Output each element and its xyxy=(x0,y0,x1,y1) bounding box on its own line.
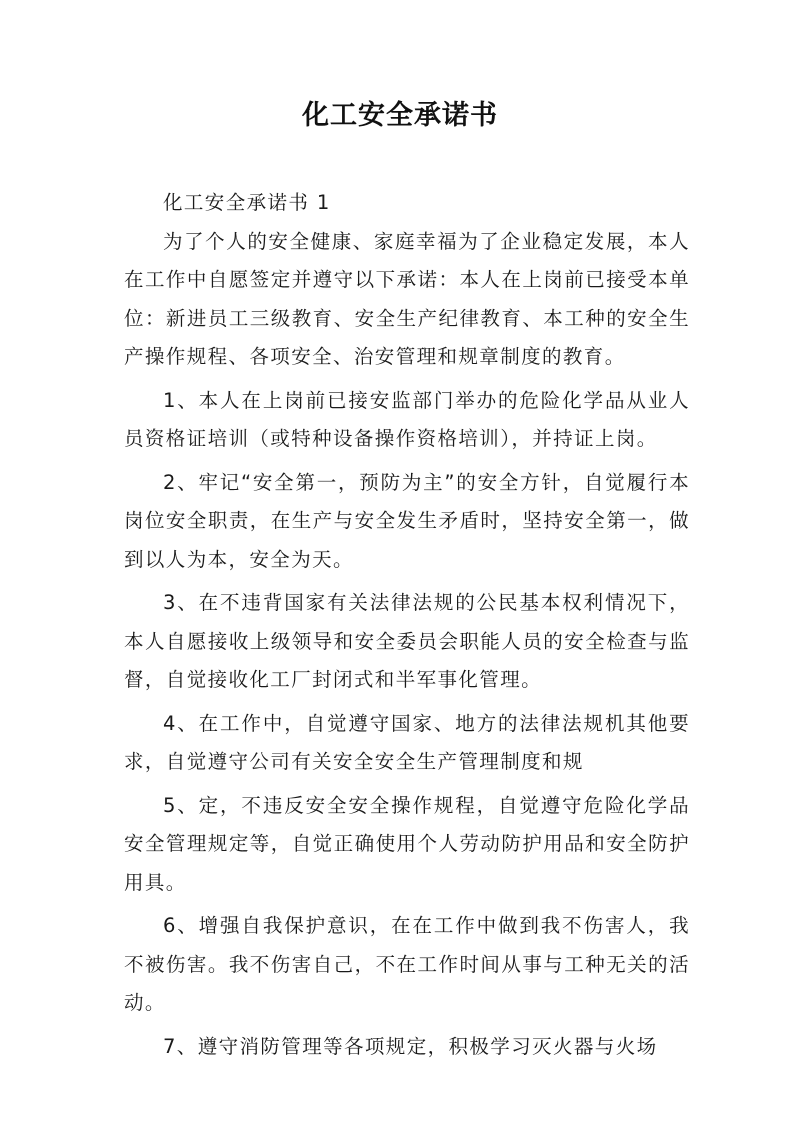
intro-paragraph: 为了个人的安全健康、家庭幸福为了企业稳定发展，本人在工作中自愿签定并遵守以下承诺：本人在上岗前已接受本单位：新进员工三级教育、安全生产纪律教育、本工种的安全生产操作规程、各项安全、治安管理和规章制度的教育。 xyxy=(124,229,690,368)
commitment-item-4: 4、在工作中，自觉遵守国家、地方的法律法规机其他要求，自觉遵守公司有关安全安全生产管理制度和规 xyxy=(124,711,690,773)
document-body xyxy=(124,184,690,1071)
document-title: 化工安全承诺书 xyxy=(302,100,498,131)
commitment-item-1: 1、本人在上岗前已接安监部门举办的危险化学品从业人员资格证培训（或特种设备操作资格培训），并持证上岗。 xyxy=(124,388,690,450)
commitment-item-7: 7、遵守消防管理等各项规定，积极学习灭火器与火场 xyxy=(163,1034,658,1058)
section-heading: 化工安全承诺书 1 xyxy=(163,191,331,214)
commitment-item-3: 3、在不违背国家有关法律法规的公民基本权利情况下，本人自愿接收上级领导和安全委员会职能人员的安全检查与监督，自觉接收化工厂封闭式和半军事化管理。 xyxy=(124,591,690,691)
commitment-item-6: 6、增强自我保护意识，在在工作中做到我不伤害人，我不被伤害。我不伤害自己，不在工作时间从事与工种无关的活动。 xyxy=(124,914,690,1014)
commitment-item-5: 5、定，不违反安全安全操作规程，自觉遵守危险化学品安全管理规定等，自觉正确使用个人劳动防护用品和安全防护用具。 xyxy=(124,793,690,894)
commitment-item-2: 2、牢记“安全第一，预防为主”的安全方针，自觉履行本岗位安全职责，在生产与安全发生矛盾时，坚持安全第一，做到以人为本，安全为天。 xyxy=(124,470,690,571)
